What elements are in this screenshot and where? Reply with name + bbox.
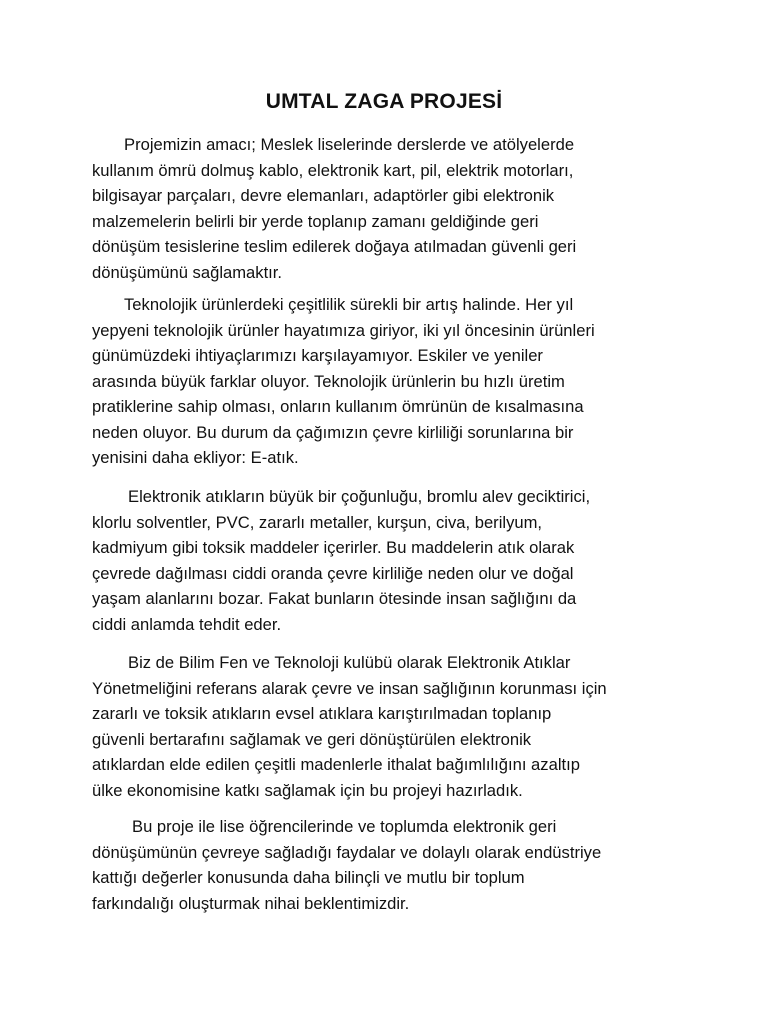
paragraph-line: arasında büyük farklar oluyor. Teknolojik ürünlerin bu hızlı üretim bbox=[92, 371, 565, 391]
paragraph-line: zararlı ve toksik atıkların evsel atıklara karıştırılmadan toplanıp bbox=[92, 704, 552, 723]
paragraph-project-purpose bbox=[92, 132, 682, 285]
document-title: UMTAL ZAGA PROJESİ bbox=[265, 90, 503, 113]
paragraph-line: yenisini daha ekliyor: E-atık. bbox=[92, 448, 299, 467]
paragraph-line: Yönetmeliğini referans alarak çevre ve insan sağlığının korunması için bbox=[92, 678, 607, 698]
paragraph-line: yepyeni teknolojik ürünler hayatımıza giriyor, iki yıl öncesinin ürünleri bbox=[92, 320, 595, 340]
paragraph-line: günümüzdeki ihtiyaçlarımızı karşılayamıyor. Eskiler ve yeniler bbox=[92, 346, 543, 365]
paragraph-line: yaşam alanlarını bozar. Fakat bunların ötesinde insan sağlığını da bbox=[92, 589, 577, 608]
paragraph-line: pratiklerine sahip olması, onların kullanım ömrünün de kısalmasına bbox=[92, 397, 584, 416]
paragraph-line: Teknolojik ürünlerdeki çeşitlilik sürekli bir artış halinde. Her yıl bbox=[124, 295, 574, 314]
paragraph-line: kadmiyum gibi toksik maddeler içerirler. Bu maddelerin atık olarak bbox=[92, 538, 575, 557]
paragraph-club-project bbox=[92, 650, 682, 803]
paragraph-line: ciddi anlamda tehdit eder. bbox=[92, 614, 282, 634]
paragraph-line: atıklardan elde edilen çeşitli madenlerle ithalat bağımlılığını azaltıp bbox=[92, 755, 580, 774]
paragraph-line: ülke ekonomisine katkı sağlamak için bu projeyi hazırladık. bbox=[92, 780, 523, 800]
paragraph-line: güvenli bertarafını sağlamak ve geri dönüştürülen elektronik bbox=[92, 729, 532, 749]
paragraph-line: dönüşümünü sağlamaktır. bbox=[92, 262, 283, 282]
paragraph-line: bilgisayar parçaları, devre elemanları, adaptörler gibi elektronik bbox=[92, 186, 555, 205]
paragraph-line: çevrede dağılması ciddi oranda çevre kirliliğe neden olur ve doğal bbox=[92, 563, 574, 583]
paragraph-expectation bbox=[92, 814, 682, 916]
paragraph-line: neden oluyor. Bu durum da çağımızın çevre kirliliği sorunlarına bir bbox=[92, 422, 574, 442]
paragraph-line: malzemelerin belirli bir yerde toplanıp zamanı geldiğinde geri bbox=[92, 211, 539, 231]
paragraph-line: klorlu solventler, PVC, zararlı metaller, kurşun, civa, berilyum, bbox=[92, 512, 543, 532]
paragraph-line: Biz de Bilim Fen ve Teknoloji kulübü olarak Elektronik Atıklar bbox=[128, 653, 571, 672]
paragraph-line: dönüşüm tesislerine teslim edilerek doğaya atılmadan güvenli geri bbox=[92, 237, 577, 256]
paragraph-technology-diversity bbox=[92, 292, 682, 471]
paragraph-line: kattığı değerler konusunda daha bilinçli ve mutlu bir toplum bbox=[92, 868, 525, 887]
paragraph-line: kullanım ömrü dolmuş kablo, elektronik kart, pil, elektrik motorları, bbox=[92, 160, 574, 180]
paragraph-line: farkındalığı oluşturmak nihai beklentimizdir. bbox=[92, 893, 410, 913]
paragraph-line: dönüşümünün çevreye sağladığı faydalar ve dolaylı olarak endüstriye bbox=[92, 842, 602, 862]
paragraph-line: Bu proje ile lise öğrencilerinde ve toplumda elektronik geri bbox=[132, 817, 557, 836]
paragraph-toxic-substances bbox=[92, 484, 682, 637]
paragraph-line: Elektronik atıkların büyük bir çoğunluğu, bromlu alev geciktirici, bbox=[128, 487, 591, 506]
paragraph-line: Projemizin amacı; Meslek liselerinde derslerde ve atölyelerde bbox=[124, 135, 575, 154]
